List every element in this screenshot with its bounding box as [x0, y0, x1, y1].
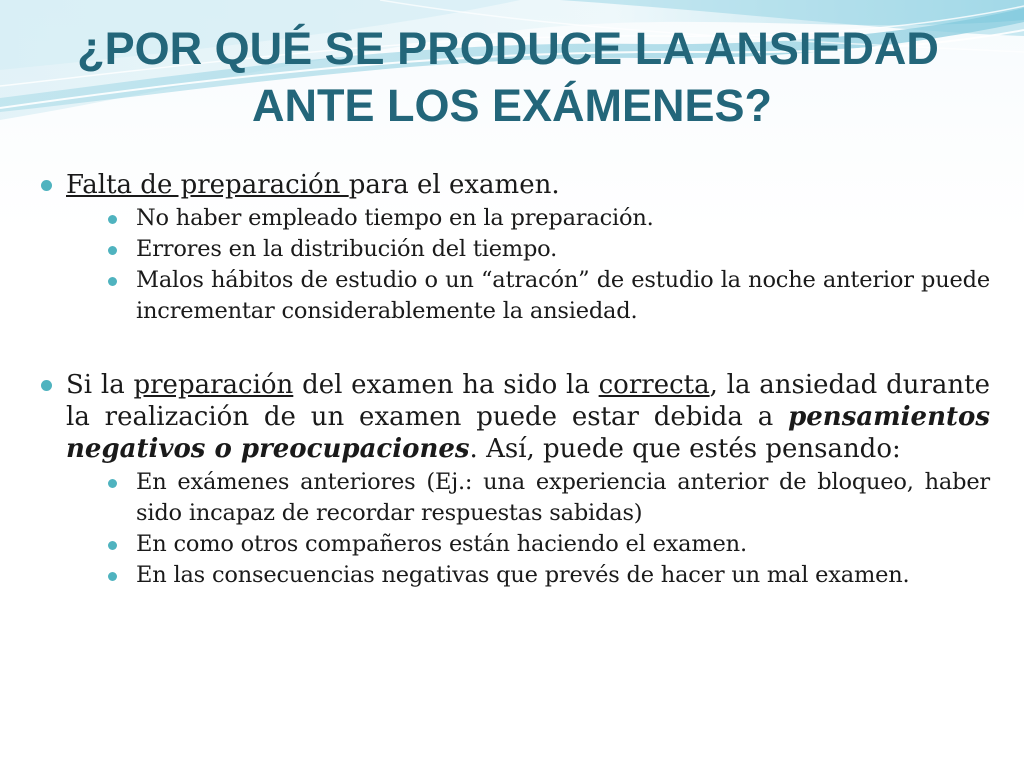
emphasized-phrase: pensamientos negativos o preocupaciones [66, 402, 990, 464]
bullet-preparacion-correcta [38, 369, 990, 591]
sub-bullet-text: No haber empleado tiempo en la preparación. [136, 205, 654, 231]
sub-bullet-text: En exámenes anteriores (Ej.: una experiencia anterior de bloqueo, haber sido incapaz de recordar respuestas sabidas) [136, 469, 990, 526]
underlined-phrase: Falta de preparación [66, 170, 349, 200]
sub-bullet-item [106, 529, 990, 560]
bullet-dot-icon [41, 180, 52, 191]
spacer [38, 327, 990, 369]
sub-bullet-item [106, 560, 990, 591]
bullet-falta-preparacion [38, 169, 990, 327]
text-fragment: del examen ha sido la [293, 370, 599, 400]
sub-bullet-text: En las consecuencias negativas que prevés de hacer un mal examen. [136, 562, 910, 588]
bullet-list [38, 169, 990, 591]
sub-bullet-text: Errores en la distribución del tiempo. [136, 236, 558, 262]
sub-bullet-item [106, 467, 990, 529]
title-line-1: ¿POR QUÉ SE PRODUCE LA ANSIEDAD [77, 23, 939, 74]
underlined-word-correcta: correcta [598, 370, 710, 400]
bullet-text [66, 370, 990, 464]
underlined-word-preparacion: preparación [133, 370, 294, 400]
sub-bullet-text: Malos hábitos de estudio o un “atracón” de estudio la noche anterior puede incrementar considerablemente la ansiedad. [136, 267, 990, 324]
title-line-2: ANTE LOS EXÁMENES? [251, 80, 773, 131]
slide-body [38, 169, 990, 591]
sub-bullet-text: En como otros compañeros están haciendo el examen. [136, 531, 747, 557]
slide-title [0, 20, 1024, 134]
text-fragment: Si la [66, 370, 134, 400]
sub-bullet-item [106, 234, 990, 265]
sub-bullet-list [66, 203, 990, 327]
bullet-text-rest: para el examen. [348, 170, 560, 200]
text-fragment: , la ansiedad durante la realización de un examen puede estar debida a [66, 370, 990, 432]
bullet-dot-icon [108, 541, 117, 550]
bullet-dot-icon [108, 572, 117, 581]
sub-bullet-item [106, 265, 990, 327]
sub-bullet-list [66, 467, 990, 591]
bullet-dot-icon [41, 380, 52, 391]
bullet-dot-icon [108, 479, 117, 488]
bullet-dot-icon [108, 246, 117, 255]
sub-bullet-item [106, 203, 990, 234]
text-fragment: . Así, puede que estés pensando: [469, 434, 901, 464]
bullet-text [66, 170, 560, 200]
bullet-dot-icon [108, 277, 117, 286]
bullet-dot-icon [108, 215, 117, 224]
